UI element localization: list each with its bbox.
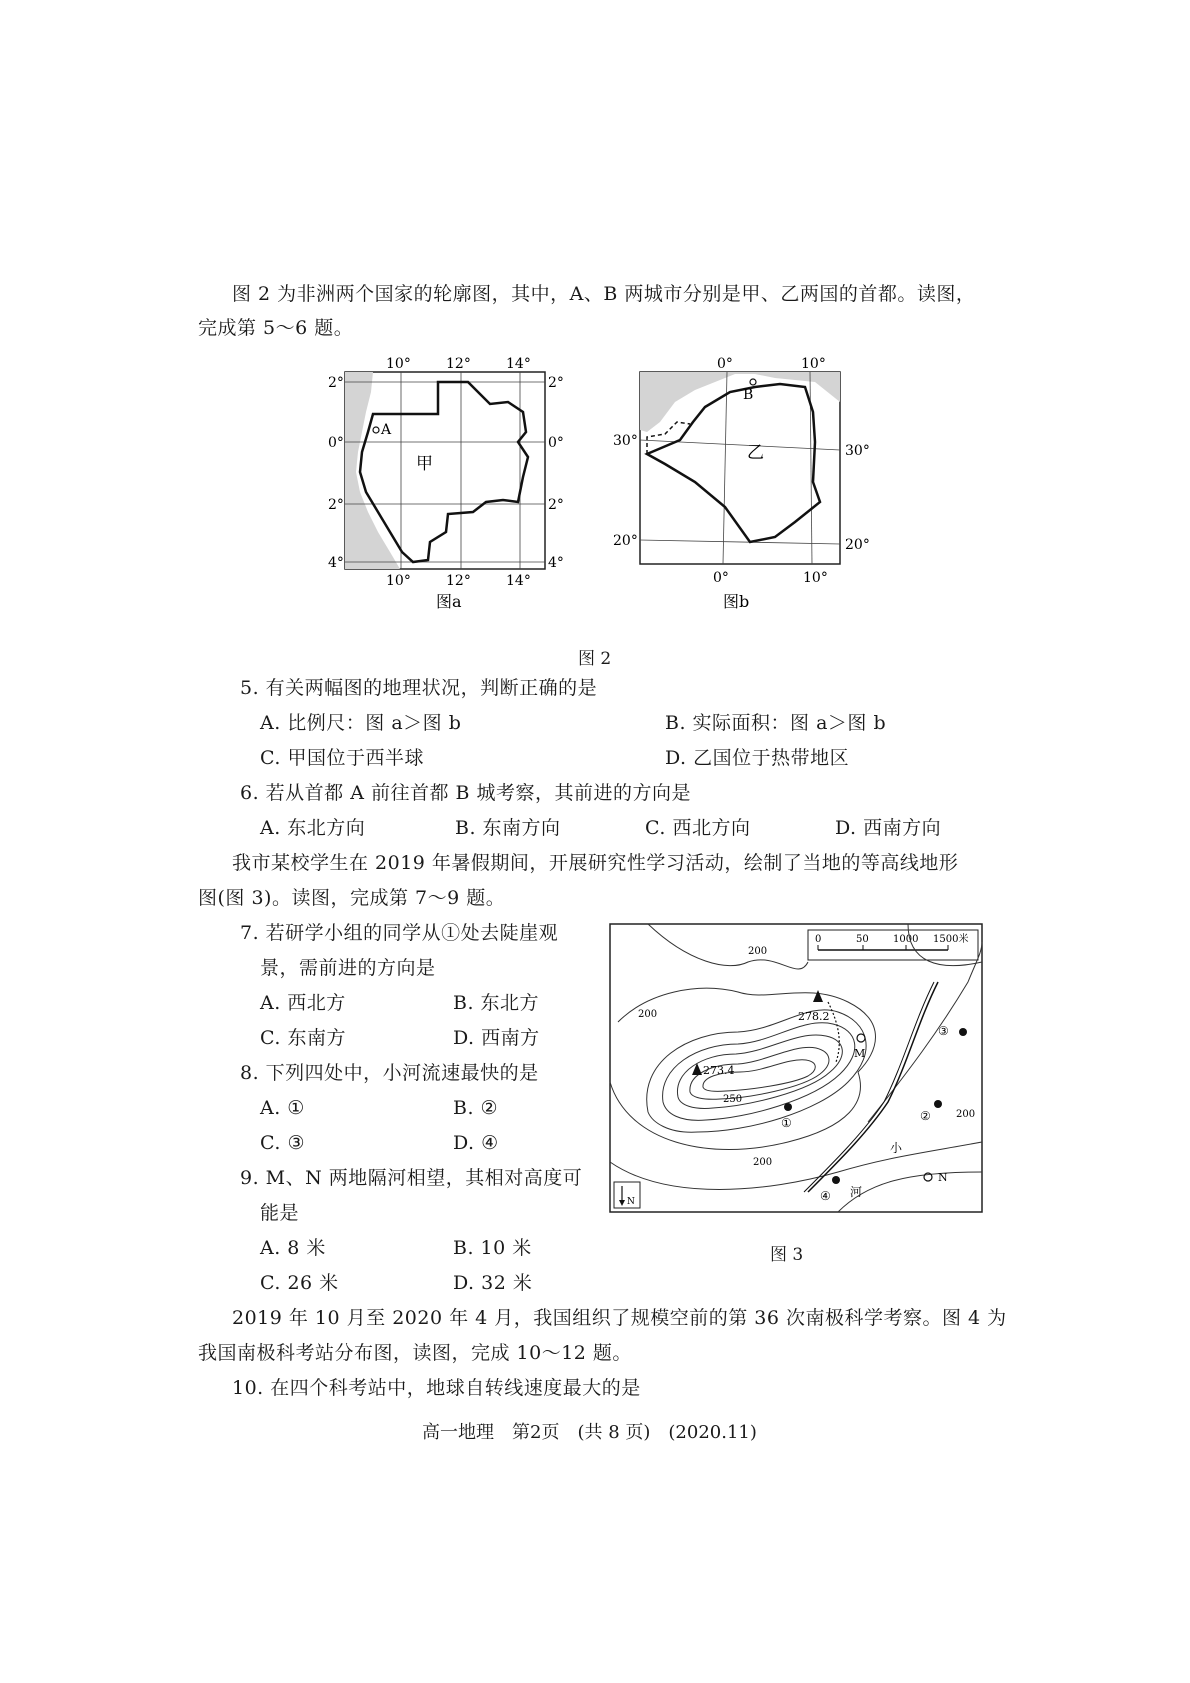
lat-label: 2° [548, 497, 564, 513]
lon-label: 0° [713, 570, 729, 586]
intro-line: 我国南极科考站分布图，读图，完成 10～12 题。 [198, 1342, 632, 1364]
contour-label: 250 [723, 1094, 743, 1105]
option: C. 26 米 [260, 1272, 339, 1294]
point-4-marker [832, 1176, 840, 1184]
question-stem: 10. 在四个科考站中，地球自转线速度最大的是 [232, 1377, 641, 1399]
contour-label: 200 [956, 1109, 976, 1120]
lon-label: 10° [386, 573, 411, 589]
country-jia-label: 甲 [416, 454, 433, 474]
lon-label: 12° [446, 573, 471, 589]
point-label: M [854, 1047, 866, 1060]
question-stem: 景，需前进的方向是 [260, 957, 436, 979]
point-label: ④ [820, 1189, 831, 1203]
scale-label: 1000 [893, 934, 919, 945]
question-stem: 8. 下列四处中，小河流速最快的是 [240, 1062, 539, 1084]
option: D. ④ [453, 1132, 499, 1154]
map-a-label: 图a [436, 592, 462, 611]
lat-label: 0° [548, 435, 564, 451]
country-yi-label: 乙 [747, 443, 764, 463]
point-2-marker [934, 1100, 942, 1108]
river-label: 小 [890, 1141, 903, 1155]
lon-label: 12° [446, 356, 471, 372]
point-label: ① [781, 1116, 792, 1130]
contour-map [608, 922, 984, 1214]
question-stem: 能是 [260, 1202, 300, 1224]
question-stem: 5. 有关两幅图的地理状况，判断正确的是 [240, 677, 598, 699]
city-b-label: B [743, 387, 754, 403]
option: A. 东北方向 [260, 817, 366, 839]
point-1-marker [784, 1103, 792, 1111]
lat-label: 30° [845, 443, 870, 459]
map-b [605, 352, 885, 617]
question-stem: 9. M、N 两地隔河相望，其相对高度可 [240, 1167, 583, 1189]
scale-label: 0 [815, 934, 822, 945]
intro-line: 2019 年 10 月至 2020 年 4 月，我国组织了规模空前的第 36 次南极科学考察。图 4 为 [232, 1307, 1007, 1329]
intro-line: 图 2 为非洲两个国家的轮廓图，其中，A、B 两城市分别是甲、乙两国的首都。读图， [232, 283, 976, 305]
option: A. ① [260, 1097, 305, 1119]
lon-label: 0° [717, 356, 733, 372]
lat-label: 2° [328, 375, 344, 391]
lat-label: 2° [328, 497, 344, 513]
option: A. 比例尺：图 a＞图 b [260, 712, 462, 734]
peak-elevation: 273.4 [703, 1064, 735, 1077]
contour-label: 200 [753, 1157, 773, 1168]
river-label: 河 [850, 1185, 863, 1199]
lat-label: 4° [548, 555, 564, 571]
option: A. 西北方 [260, 992, 346, 1014]
figure-caption: 图 2 [578, 649, 612, 669]
point-label: N [938, 1171, 948, 1184]
lat-label: 20° [845, 537, 870, 553]
lat-label: 30° [613, 433, 638, 449]
lat-label: 0° [328, 435, 344, 451]
contour-label: 200 [748, 946, 768, 957]
option: D. 西南方 [453, 1027, 540, 1049]
map-b-label: 图b [723, 592, 750, 611]
lon-label: 10° [801, 356, 826, 372]
intro-line: 我市某校学生在 2019 年暑假期间，开展研究性学习活动，绘制了当地的等高线地形 [232, 852, 959, 874]
option: B. 10 米 [453, 1237, 532, 1259]
point-label: ③ [938, 1024, 949, 1038]
option: D. 西南方向 [835, 817, 942, 839]
contour-label: 200 [638, 1009, 658, 1020]
option: D. 乙国位于热带地区 [665, 747, 850, 769]
lon-label: 10° [386, 356, 411, 372]
question-stem: 7. 若研学小组的同学从①处去陡崖观 [240, 922, 559, 944]
lon-label: 10° [803, 570, 828, 586]
option: C. 东南方 [260, 1027, 346, 1049]
intro-line: 图(图 3)。读图，完成第 7～9 题。 [198, 887, 506, 909]
option: C. 甲国位于西半球 [260, 747, 424, 769]
peak-elevation: 278.2 [798, 1010, 830, 1023]
option: B. 东北方 [453, 992, 540, 1014]
option: B. 实际面积：图 a＞图 b [665, 712, 887, 734]
point-3-marker [959, 1028, 967, 1036]
intro-line: 完成第 5～6 题。 [198, 317, 354, 339]
lon-label: 14° [506, 573, 531, 589]
page-footer: 高一地理 第2页 (共 8 页) (2020.11) [422, 1422, 757, 1443]
figure-caption: 图 3 [770, 1245, 804, 1265]
lat-label: 20° [613, 533, 638, 549]
north-label: N [627, 1197, 635, 1207]
point-label: ② [920, 1109, 931, 1123]
scale-label: 50 [856, 934, 869, 945]
scale-label: 1500米 [933, 934, 969, 945]
option: B. 东南方向 [455, 817, 561, 839]
option: D. 32 米 [453, 1272, 533, 1294]
lon-label: 14° [506, 356, 531, 372]
option: A. 8 米 [260, 1237, 326, 1259]
map-a [318, 352, 578, 617]
city-a-label: A [381, 422, 392, 438]
option: C. ③ [260, 1132, 305, 1154]
lat-label: 4° [328, 555, 344, 571]
option: C. 西北方向 [645, 817, 751, 839]
lat-label: 2° [548, 375, 564, 391]
question-stem: 6. 若从首都 A 前往首都 B 城考察，其前进的方向是 [240, 782, 692, 804]
option: B. ② [453, 1097, 499, 1119]
